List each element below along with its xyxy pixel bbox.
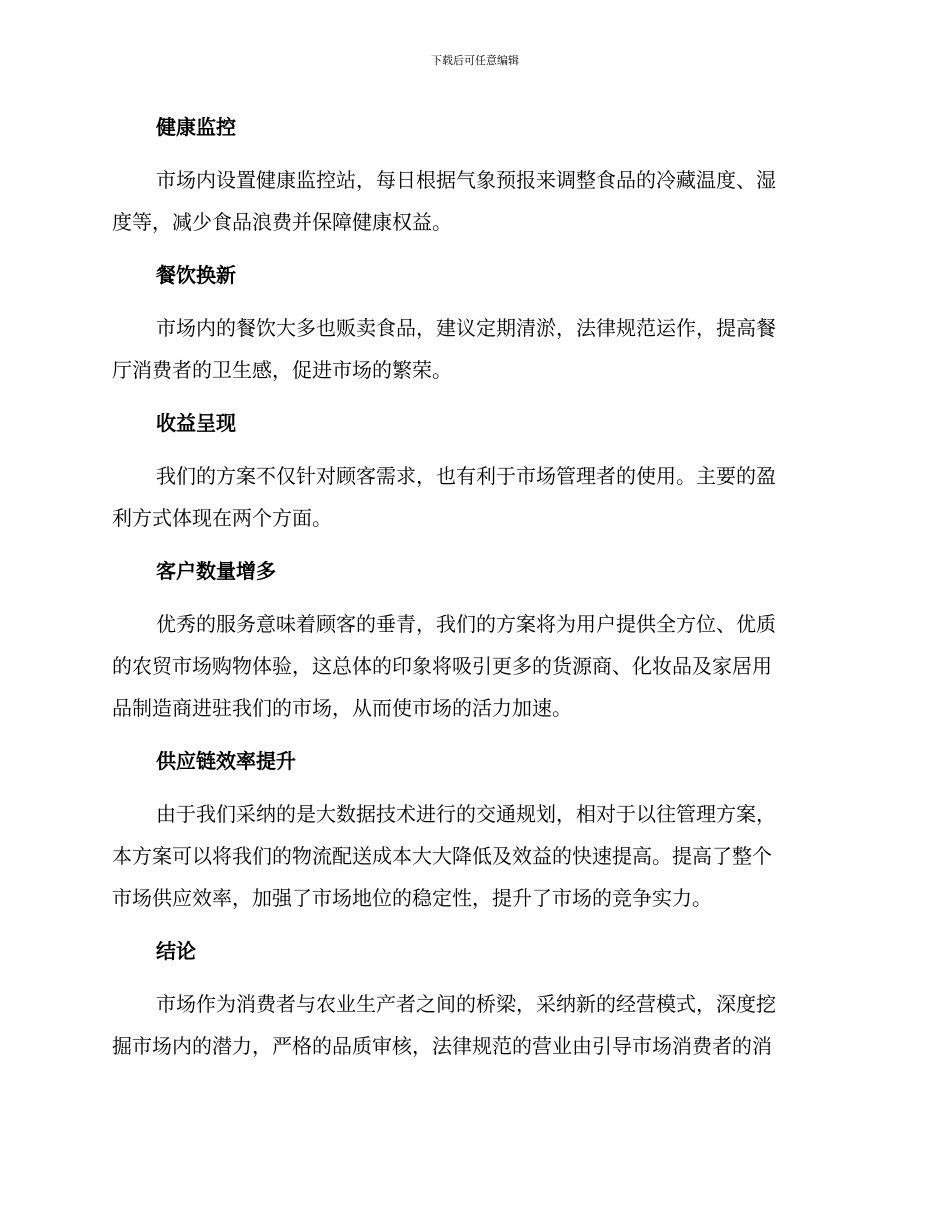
paragraph-line: 优秀的服务意味着顾客的垂青，我们的方案将为用户提供全方位、优质: [156, 612, 776, 636]
section-heading: 结论: [156, 939, 196, 963]
paragraph-line: 品制造商进驻我们的市场，从而使市场的活力加速。: [112, 696, 572, 720]
paragraph-line: 市场供应效率，加强了市场地位的稳定性，提升了市场的竞争实力。: [112, 886, 712, 910]
section-heading: 收益呈现: [156, 411, 236, 435]
paragraph-line: 本方案可以将我们的物流配送成本大大降低及效益的快速提高。提高了整个: [112, 844, 772, 868]
paragraph-line: 市场内的餐饮大多也贩卖食品，建议定期清淤，法律规范运作，提高餐: [156, 316, 776, 340]
paragraph-line: 厅消费者的卫生感，促进市场的繁荣。: [112, 358, 452, 382]
document-body: [112, 106, 832, 1078]
section-paragraph: [112, 793, 832, 919]
paragraph-line: 度等，减少食品浪费并保障健康权益。: [112, 210, 452, 234]
section-paragraph: [112, 603, 832, 729]
section-heading: 健康监控: [156, 115, 236, 139]
section-heading: 供应链效率提升: [156, 749, 296, 773]
paragraph-line: 市场作为消费者与农业生产者之间的桥梁，采纳新的经营模式，深度挖: [156, 992, 776, 1016]
paragraph-line: 的农贸市场购物体验，这总体的印象将吸引更多的货源商、化妆品及家居用: [112, 654, 772, 678]
paragraph-line: 市场内设置健康监控站，每日根据气象预报来调整食品的冷藏温度、湿: [156, 168, 776, 192]
section-paragraph: [112, 983, 832, 1067]
section-paragraph: [112, 159, 832, 243]
section-paragraph: [112, 455, 832, 539]
paragraph-line: 由于我们采纳的是大数据技术进行的交通规划，相对于以往管理方案，: [156, 802, 776, 826]
section-paragraph: [112, 307, 832, 391]
page-header: 下载后可任意编辑: [431, 54, 519, 67]
section-heading: 客户数量增多: [156, 559, 276, 583]
paragraph-line: 掘市场内的潜力，严格的品质审核，法律规范的营业由引导市场消费者的消: [112, 1034, 772, 1058]
paragraph-line: 我们的方案不仅针对顾客需求，也有利于市场管理者的使用。主要的盈: [156, 464, 776, 488]
section-heading: 餐饮换新: [156, 263, 236, 287]
paragraph-line: 利方式体现在两个方面。: [112, 506, 332, 530]
